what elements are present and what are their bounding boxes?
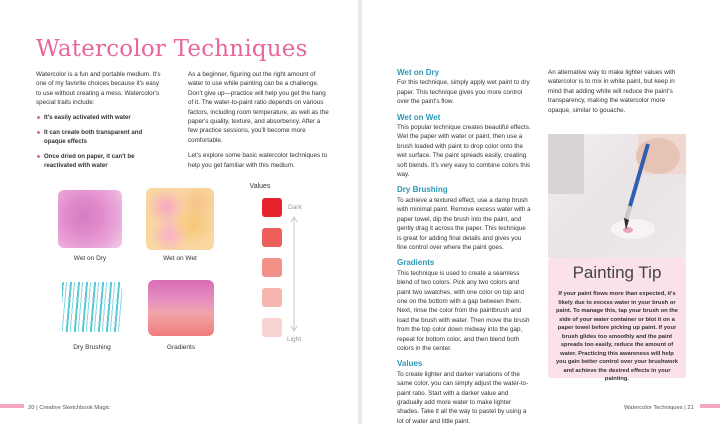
- tip-title: Painting Tip: [572, 263, 662, 282]
- explore-paragraph: Let's explore some basic watercolor techniques to help you get familiar with this medium.: [188, 152, 328, 169]
- traits-list: [36, 113, 164, 170]
- trait-item: Once dried on paper, it can't be reactivated with water: [36, 152, 164, 170]
- page-number-right: 21: [687, 405, 694, 411]
- technique-text: This popular technique creates beautiful effects. Wet the paper with water or paint, then use a brush loaded with paint to drop color onto the wet surface. The paint spreads easily, creating soft blends. It's very easy to combine colors this way.: [397, 124, 531, 179]
- footer-left: 20 | Creative Sketchbook Magic: [28, 405, 110, 411]
- painting-photo: [548, 134, 686, 258]
- page-title: Watercolor Techniques: [36, 36, 308, 62]
- beginner-paragraph: As a beginner, figuring out the right amount of water to use while painting can be a challenge. Don't give up—practice will help you get the hang of it. The water-to-paint ratio depends on various factors, including room temperature, as well as the paper's quality, texture, and absorbency. After a few practice sessions, you'll become more comfortable.: [188, 71, 329, 144]
- technique-section: [397, 113, 531, 180]
- technique-section: [397, 185, 531, 252]
- technique-heading: Values: [397, 359, 423, 369]
- brush-illustration-icon: [548, 134, 686, 258]
- section-name: Watercolor Techniques: [624, 405, 683, 411]
- intro-paragraph: Watercolor is a fun and portable medium. It's one of my favorite choices because it's easy to use without creating a mess. Watercolor's special traits include:: [36, 71, 161, 107]
- dry-brushing-swatch: [62, 282, 122, 332]
- technique-heading: Dry Brushing: [397, 185, 448, 195]
- dark-label: Dark: [288, 204, 302, 211]
- book-title: Creative Sketchbook Magic: [39, 405, 110, 411]
- light-label: Light: [287, 336, 302, 343]
- value-swatch-3: [262, 258, 282, 277]
- wet-on-dry-swatch: [58, 190, 122, 248]
- value-arrow-icon: [289, 214, 299, 334]
- technique-section: [397, 359, 531, 426]
- footer-bar-right: [700, 404, 720, 408]
- trait-item: It can create both transparent and opaque effects: [36, 128, 164, 146]
- technique-section: [397, 68, 531, 107]
- book-gutter: [358, 0, 362, 424]
- wet-on-wet-label: Wet on Wet: [163, 255, 197, 262]
- technique-heading: Wet on Dry: [397, 68, 440, 77]
- footer-right: Watercolor Techniques | 21: [624, 405, 694, 411]
- intro-column: [36, 70, 164, 176]
- technique-heading: Gradients: [397, 258, 435, 268]
- technique-heading: Wet on Wet: [397, 112, 441, 122]
- alternative-paragraph: An alternative way to make lighter values with watercolor is to mix in white paint, but keep in mind that adding white will reduce the paint's transparency, making the watercolor more opaque, similar to gouache.: [548, 69, 676, 114]
- values-heading: Values: [249, 183, 271, 190]
- technique-text: This technique is used to create a seamless blend of two colors. Pick any two colors and paint two swatches, with one color on top and one on the bottom with a gap between them. Next, rinse the color from the paintbrush and load the brush with water. Then move the brush from the top color down midway into the gap, repeat for bottom color, and then blend both colors in the center.: [397, 269, 530, 352]
- dry-brushing-label: Dry Brushing: [73, 344, 111, 351]
- techniques-column: [397, 68, 531, 426]
- tip-text: If your paint flows more than expected, it's likely due to excess water in your brush or paint. To manage this, tap your brush on the side of your water container or blot it on a paper towel before picking up paint. If your brush glides too smoothly and the paint spreads too easily, reduce the amount of water. Practicing this awareness will help you gain better control over your brushwork and achieve the desired effects in your painting.: [555, 291, 679, 382]
- value-swatch-2: [262, 228, 282, 247]
- page-number-left: 20: [28, 405, 35, 411]
- value-swatch-5: [262, 318, 282, 337]
- technique-text: For this technique, simply apply wet paint to dry paper. This technique gives you more control over the paint's flow.: [397, 79, 530, 106]
- technique-text: To achieve a textured effect, use a damp brush with minimal paint. Remove excess water with a paper towel, dip the brush into the paint, and gently drag it across the paper. This technique is great for adding final details and gives you fine control over where the paint goes.: [397, 196, 531, 251]
- gradients-swatch: [148, 280, 214, 336]
- technique-text: To create lighter and darker variations of the same color, you can simply adjust the water-to-paint ratio. Start with a darker value and gradually add more water to make lighter shades. Take it all the way to pastel by using a lot of water and little paint.: [397, 370, 529, 425]
- trait-item: It's easily activated with water: [36, 113, 164, 122]
- wet-on-dry-label: Wet on Dry: [73, 255, 107, 262]
- value-swatch-1: [262, 198, 282, 217]
- value-swatch-4: [262, 288, 282, 307]
- left-page: [0, 0, 360, 424]
- gradients-label: Gradients: [166, 344, 196, 351]
- footer-bar-left: [0, 404, 24, 408]
- beginner-column: [188, 70, 330, 170]
- technique-section: [397, 258, 531, 353]
- wet-on-wet-swatch: [146, 188, 214, 250]
